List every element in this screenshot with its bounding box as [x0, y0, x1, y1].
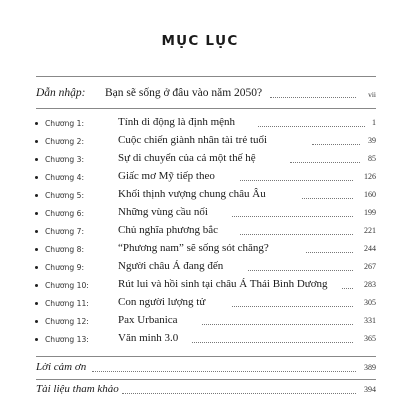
leader-dots [232, 216, 353, 217]
chapter-title: Con người lượng tử [118, 296, 206, 308]
chapter-entry [0, 280, 400, 296]
chapter-label: Chương 10: [45, 281, 89, 290]
chapter-label: Chương 3: [45, 155, 85, 164]
chapter-page: 305 [364, 298, 376, 307]
leader-dots [306, 252, 353, 253]
chapter-page: 160 [364, 190, 376, 199]
chapter-label: Chương 7: [45, 227, 85, 236]
back-matter-divider [36, 379, 376, 380]
chapter-label: Chương 8: [45, 245, 85, 254]
chapter-page: 39 [368, 136, 376, 145]
bullet-icon [35, 122, 38, 125]
intro-divider [36, 108, 376, 109]
chapter-entry [0, 262, 400, 278]
chapter-entry [0, 190, 400, 206]
back-matter-divider [36, 356, 376, 357]
chapter-entry [0, 154, 400, 170]
leader-dots [122, 393, 356, 394]
chapter-page: 199 [364, 208, 376, 217]
leader-dots [92, 371, 356, 372]
chapter-label: Chương 4: [45, 173, 85, 182]
bullet-icon [35, 248, 38, 251]
back-matter-entry [0, 363, 400, 379]
bullet-icon [35, 176, 38, 179]
chapter-page: 331 [364, 316, 376, 325]
intro-label: Dẫn nhập: [36, 87, 86, 99]
bullet-icon [35, 140, 38, 143]
chapter-entry [0, 226, 400, 242]
chapter-title: Sự di chuyển của cả một thế hệ [118, 152, 256, 164]
chapter-page: 126 [364, 172, 376, 181]
bullet-icon [35, 212, 38, 215]
bullet-icon [35, 194, 38, 197]
chapter-label: Chương 5: [45, 191, 85, 200]
chapter-title: Rút lui và hồi sinh tại châu Á Thái Bình Dương [118, 278, 328, 290]
leader-dots [302, 198, 353, 199]
top-divider [36, 76, 376, 77]
chapter-title: Những vùng cầu nối [118, 206, 208, 218]
back-matter-entry [0, 385, 400, 401]
chapter-title: Tính di động là định mệnh [118, 116, 236, 128]
back-matter-title: Lời cảm ơn [36, 361, 87, 373]
bullet-icon [35, 338, 38, 341]
leader-dots [240, 234, 353, 235]
intro-title: Bạn sẽ sống ở đâu vào năm 2050? [105, 87, 263, 99]
chapter-page: 1 [372, 118, 376, 127]
leader-dots [192, 342, 353, 343]
chapter-label: Chương 13: [45, 335, 89, 344]
chapter-entry [0, 316, 400, 332]
bullet-icon [35, 230, 38, 233]
chapter-label: Chương 12: [45, 317, 89, 326]
intro-leader-dots [270, 97, 356, 98]
chapter-title: Văn minh 3.0 [118, 332, 179, 344]
chapter-title: “Phương nam” sẽ sống sót chăng? [118, 242, 269, 254]
chapter-entry [0, 244, 400, 260]
chapter-title: Pax Urbanica [118, 314, 178, 326]
chapter-entry [0, 208, 400, 224]
leader-dots [312, 144, 360, 145]
chapter-page: 244 [364, 244, 376, 253]
chapter-label: Chương 2: [45, 137, 85, 146]
leader-dots [248, 270, 353, 271]
intro-entry [0, 89, 400, 105]
intro-page: vii [368, 90, 376, 99]
chapter-page: 85 [368, 154, 376, 163]
chapter-label: Chương 9: [45, 263, 85, 272]
chapter-entry [0, 136, 400, 152]
bullet-icon [35, 266, 38, 269]
leader-dots [290, 162, 360, 163]
leader-dots [240, 180, 353, 181]
chapter-page: 365 [364, 334, 376, 343]
chapter-title: Cuộc chiến giành nhân tài trẻ tuổi [118, 134, 268, 146]
leader-dots [342, 288, 353, 289]
leader-dots [232, 306, 353, 307]
back-matter-page: 389 [364, 363, 376, 372]
chapter-entry [0, 118, 400, 134]
back-matter-page: 394 [364, 385, 376, 394]
bullet-icon [35, 284, 38, 287]
chapter-title: Chủ nghĩa phương bắc [118, 224, 219, 236]
chapter-entry [0, 298, 400, 314]
chapter-page: 283 [364, 280, 376, 289]
chapter-entry [0, 172, 400, 188]
chapter-title: Giấc mơ Mỹ tiếp theo [118, 170, 215, 182]
chapter-page: 221 [364, 226, 376, 235]
bullet-icon [35, 158, 38, 161]
chapter-title: Người châu Á đang đến [118, 260, 224, 272]
chapter-label: Chương 1: [45, 119, 85, 128]
chapter-page: 267 [364, 262, 376, 271]
page-title: MỤC LỤC [161, 33, 239, 49]
leader-dots [258, 126, 365, 127]
bullet-icon [35, 302, 38, 305]
leader-dots [202, 324, 353, 325]
bullet-icon [35, 320, 38, 323]
chapter-title: Khối thịnh vượng chung châu Âu [118, 188, 266, 200]
chapter-entry [0, 334, 400, 350]
chapter-label: Chương 6: [45, 209, 85, 218]
chapter-label: Chương 11: [45, 299, 89, 308]
back-matter-title: Tài liệu tham khảo [36, 383, 119, 395]
